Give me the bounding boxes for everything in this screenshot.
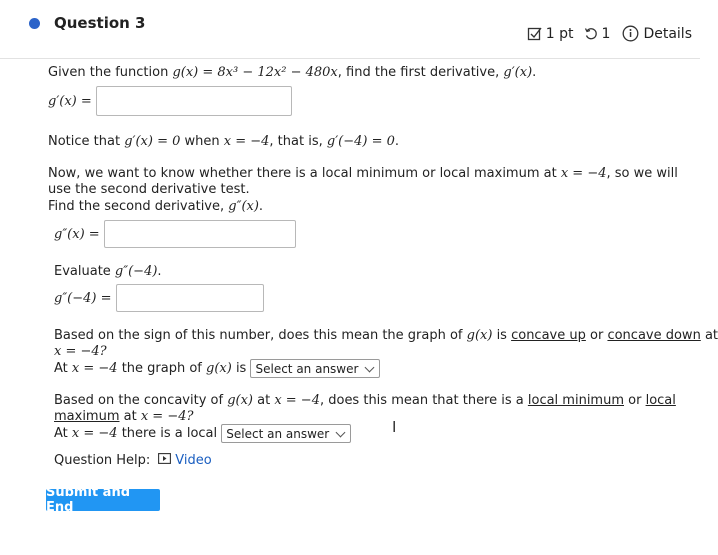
part5-line2 <box>54 409 193 424</box>
video-link[interactable] <box>158 453 211 468</box>
notice-pre: Notice that <box>48 134 125 149</box>
question-title: Question 3 <box>54 14 146 32</box>
info-icon[interactable] <box>622 25 639 42</box>
part5-line2-at: at <box>119 409 141 424</box>
part2-answer-row <box>54 220 296 248</box>
video-link-label: Video <box>175 453 212 468</box>
part5-line1-eq2: x = −4 <box>274 393 320 408</box>
part5-line2-eq: x = −4? <box>140 409 194 424</box>
part3-prompt <box>54 264 162 279</box>
part5-line1-or: or <box>624 393 646 408</box>
part4-ans-mid: the graph of <box>117 361 207 376</box>
notice-mid1: when <box>180 134 224 149</box>
part4-line1-or: or <box>585 328 608 343</box>
part1-text: Given the function <box>48 65 173 80</box>
second-derivative-symbol: g″(x) <box>228 199 259 214</box>
second-derivative-label: g″(x) = <box>54 226 100 242</box>
part4-line1-pre: Based on the sign of this number, does this mean the graph of <box>54 328 467 343</box>
part5-ans-eq: x = −4 <box>71 426 118 441</box>
part1-text-mid: , find the first derivative, <box>337 65 504 80</box>
text-cursor-icon: I <box>392 418 397 436</box>
chevron-down-icon <box>365 362 375 372</box>
part3-pre: Evaluate <box>54 264 115 279</box>
part1-answer-row <box>48 86 292 116</box>
local-maximum-term[interactable]: local <box>645 393 676 408</box>
concavity-select-value: Select an answer <box>255 361 359 376</box>
local-minimum-term[interactable]: local minimum <box>527 393 624 408</box>
part4-ans-pre: At <box>54 361 72 376</box>
submit-and-end-button[interactable]: Submit and End <box>46 489 160 511</box>
concave-up-term[interactable]: concave up <box>511 328 586 343</box>
part4-answer-row <box>54 359 380 378</box>
part2-line1-pre: Now, we want to know whether there is a local minimum or local maximum at <box>48 166 561 181</box>
question-bullet-icon <box>29 18 40 29</box>
first-derivative-label: g′(x) = <box>48 93 92 109</box>
retries-count: 1 <box>601 25 611 42</box>
video-icon <box>158 453 171 468</box>
edit-icon <box>527 26 542 41</box>
part4-line1 <box>54 328 718 343</box>
part1-text-end: . <box>532 65 537 80</box>
part4-line1-mid: is <box>492 328 512 343</box>
notice-mid2: , that is, <box>269 134 327 149</box>
concavity-select[interactable] <box>250 359 380 378</box>
part3-eq: g″(−4) <box>114 264 158 279</box>
retry-icon <box>584 27 598 41</box>
part4-line2: x = −4? <box>54 344 107 359</box>
question-help <box>54 453 212 468</box>
part2-line3-end: . <box>258 199 264 214</box>
part4-ans-end: is <box>231 361 247 376</box>
second-derivative-at-point-input[interactable] <box>116 284 264 312</box>
part4-ans-eq2: g(x) <box>206 361 232 376</box>
first-derivative-symbol: g′(x) <box>503 65 533 80</box>
part2-line3 <box>48 199 263 214</box>
notice-text <box>48 134 399 149</box>
part5-line1-mid: , does this mean that there is a <box>319 393 528 408</box>
part5-ans-end: there is a local <box>117 426 218 441</box>
part5-ans-pre: At <box>54 426 72 441</box>
extremum-select[interactable] <box>221 424 351 443</box>
second-derivative-input[interactable] <box>104 220 296 248</box>
part2-line3-pre: Find the second derivative, <box>48 199 229 214</box>
part4-ans-eq: x = −4 <box>71 361 118 376</box>
extremum-select-value: Select an answer <box>226 426 330 441</box>
notice-end: . <box>394 134 400 149</box>
chevron-down-icon <box>336 427 346 437</box>
part1-prompt <box>48 65 536 80</box>
first-derivative-input[interactable] <box>96 86 292 116</box>
part3-answer-row <box>54 284 264 312</box>
part2-line1-eq: x = −4 <box>560 166 607 181</box>
notice-eq3: g′(−4) = 0 <box>326 134 395 149</box>
part5-answer-row <box>54 424 351 443</box>
part2-line1-end: , so we will <box>606 166 678 181</box>
question-meta <box>527 25 692 42</box>
part5-line1 <box>54 393 676 408</box>
notice-eq2: x = −4 <box>223 134 270 149</box>
concave-down-term[interactable]: concave down <box>607 328 701 343</box>
question-help-label: Question Help: <box>54 453 151 468</box>
part5-line1-eq: g(x) <box>227 393 253 408</box>
notice-eq1: g′(x) = 0 <box>124 134 181 149</box>
local-maximum-term-cont[interactable]: maximum <box>54 409 120 424</box>
details-link[interactable]: Details <box>643 25 692 42</box>
question-header <box>0 0 700 59</box>
part4-line1-eq: g(x) <box>466 328 493 343</box>
function-expression: g(x) = 8x³ − 12x² − 480x <box>172 65 338 80</box>
part4-line1-end: at <box>700 328 718 343</box>
part5-line1-at: at <box>252 393 275 408</box>
part5-line1-pre: Based on the concavity of <box>54 393 228 408</box>
part2-line1 <box>48 166 678 181</box>
part3-end: . <box>157 264 162 279</box>
points-label: 1 pt <box>545 25 574 42</box>
second-derivative-at-point-label: g″(−4) = <box>54 290 112 306</box>
part2-line2: use the second derivative test. <box>48 182 250 197</box>
